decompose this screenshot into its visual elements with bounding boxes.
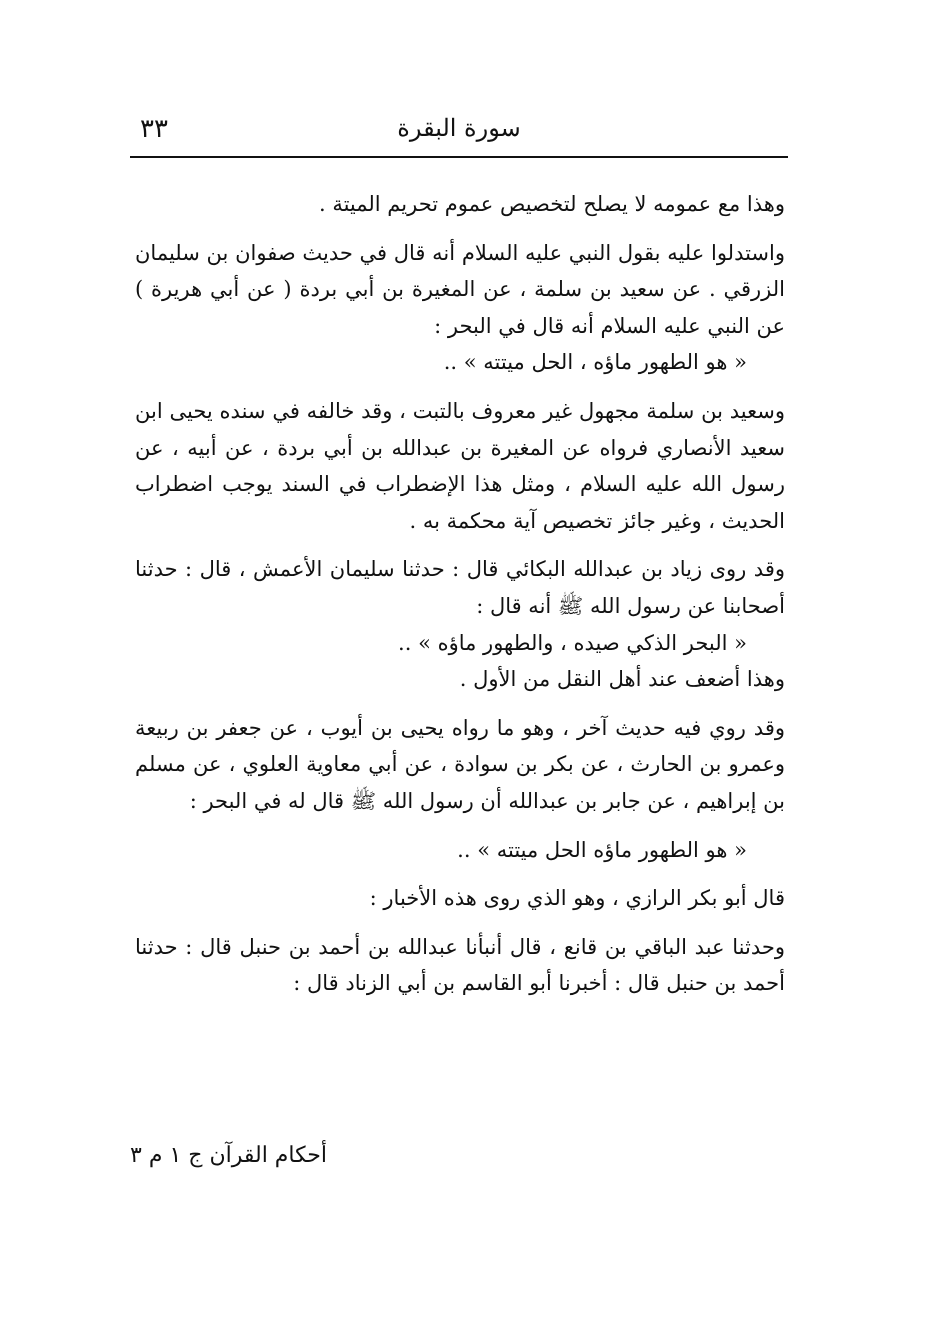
page-number: ٣٣ (140, 114, 168, 144)
page-header (130, 106, 788, 150)
paragraph-8: وحدثنا عبد الباقي بن قانع ، قال أنبأنا عبدالله بن أحمد بن حنبل قال : حدثنا أحمد بن حنبل قال : أخبرنا أبو القاسم بن أبي الزناد قال : (135, 934, 785, 996)
header-divider (130, 156, 788, 158)
spacer (135, 381, 785, 393)
spacer (135, 223, 785, 235)
paragraph-3: وسعيد بن سلمة مجهول غير معروف بالتبت ، وقد خالفه في سنده يحيى ابن سعيد الأنصاري فرواه عن المغيرة بن عبدالله بن أبي بردة ، عن أبيه ، عن رسول الله عليه السلام ، ومثل هذا الإضطراب في السند يوجب اضطراب الحديث ، وغير جائز تخصيص آية محكمة به . (135, 398, 785, 533)
spacer (135, 820, 785, 832)
spacer (135, 539, 785, 551)
paragraph-6: وقد روي فيه حديث آخر ، وهو ما رواه يحيى بن أيوب ، عن جعفر بن ربيعة وعمرو بن الحارث ، عن بكر بن سوادة ، عن أبي معاوية العلوي ، عن مسلم بن إبراهيم ، عن جابر بن عبدالله أن رسول الله ﷺ قال له في البحر : (135, 715, 785, 813)
page-body (135, 186, 785, 1002)
signature-mark: أحكام القرآن ج ١ م ٣ (130, 1143, 327, 1168)
spacer (135, 917, 785, 929)
hadith-quote-3: « هو الطهور ماؤه الحل ميتته » .. (457, 837, 747, 862)
hadith-quote-1: « هو الطهور ماؤه ، الحل ميتته » .. (443, 350, 747, 375)
paragraph-5: وهذا أضعف عند أهل النقل من الأول . (459, 667, 785, 692)
paragraph-2: واستدلوا عليه بقول النبي عليه السلام أنه قال في حديث صفوان بن سليمان الزرقي . عن سعيد بن سلمة ، عن المغيرة بن أبي بردة ( عن أبي هريرة ) عن النبي عليه السلام أنه قال في البحر : (135, 240, 785, 338)
spacer (135, 698, 785, 710)
hadith-quote-2: « البحر الذكي صيده ، والطهور ماؤه » .. (398, 630, 747, 655)
paragraph-4: وقد روى زياد بن عبدالله البكائي قال : حدثنا سليمان الأعمش ، قال : حدثنا أصحابنا عن رسول الله ﷺ أنه قال : (135, 557, 785, 618)
paragraph-1: وهذا مع عمومه لا يصلح لتخصيص عموم تحريم الميتة . (318, 192, 785, 216)
chapter-title: سورة البقرة (397, 114, 521, 142)
paragraph-7: قال أبو بكر الرازي ، وهو الذي روى هذه الأخبار : (369, 886, 785, 911)
spacer (135, 868, 785, 880)
